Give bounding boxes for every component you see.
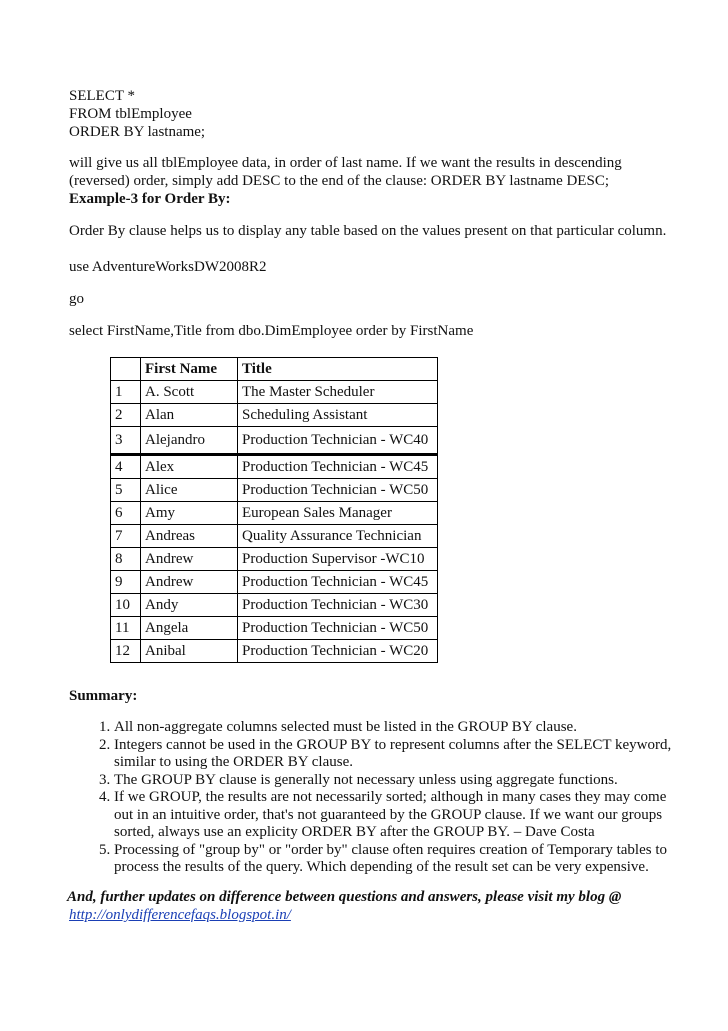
list-item: 4. If we GROUP, the results are not necessarily sorted; although in many cases they may come out in an intuitive order, that's not guaranteed by the GROUP clause. If we want our groups sorted, always use an explicity ORDER BY after the GROUP BY. – Dave Costa bbox=[114, 789, 684, 842]
list-item: 1. All non-aggregate columns selected must be listed in the GROUP BY clause. bbox=[114, 719, 684, 737]
paragraph-line: will give us all tblEmployee data, in order of last name. If we want the results in descending bbox=[69, 155, 622, 171]
sql-from-line: FROM tblEmployee bbox=[69, 106, 192, 122]
go-statement: go bbox=[69, 291, 84, 307]
row-title: Production Technician - WC20 bbox=[238, 640, 438, 663]
row-index: 10 bbox=[111, 594, 141, 617]
table-row bbox=[111, 640, 438, 663]
table-row bbox=[111, 479, 438, 502]
row-index: 5 bbox=[111, 479, 141, 502]
use-statement: use AdventureWorksDW2008R2 bbox=[69, 259, 267, 275]
row-index: 3 bbox=[111, 427, 141, 455]
row-index: 1 bbox=[111, 381, 141, 404]
row-index: 9 bbox=[111, 571, 141, 594]
example-heading: Example-3 for Order By: bbox=[69, 191, 231, 207]
table-row bbox=[111, 455, 438, 479]
row-title: Production Technician - WC50 bbox=[238, 479, 438, 502]
row-title: The Master Scheduler bbox=[238, 381, 438, 404]
row-first-name: Andy bbox=[141, 594, 238, 617]
table-row bbox=[111, 571, 438, 594]
list-item: 3. The GROUP BY clause is generally not necessary unless using aggregate functions. bbox=[114, 772, 684, 790]
header-cell-first-name: First Name bbox=[141, 358, 238, 381]
summary-list bbox=[87, 719, 684, 877]
row-first-name: Amy bbox=[141, 502, 238, 525]
row-first-name: Alice bbox=[141, 479, 238, 502]
select-statement: select FirstName,Title from dbo.DimEmployee order by FirstName bbox=[69, 323, 474, 339]
row-index: 11 bbox=[111, 617, 141, 640]
row-title: Production Technician - WC40 bbox=[238, 427, 438, 455]
row-index: 2 bbox=[111, 404, 141, 427]
table-row bbox=[111, 502, 438, 525]
row-first-name: Andrew bbox=[141, 548, 238, 571]
row-first-name: Angela bbox=[141, 617, 238, 640]
row-first-name: Alan bbox=[141, 404, 238, 427]
paragraph-line: (reversed) order, simply add DESC to the end of the clause: ORDER BY lastname DESC; bbox=[69, 173, 609, 189]
row-title: Scheduling Assistant bbox=[238, 404, 438, 427]
summary-heading: Summary: bbox=[69, 688, 138, 704]
row-title: Quality Assurance Technician bbox=[238, 525, 438, 548]
sql-select-line: SELECT * bbox=[69, 88, 135, 104]
row-title: Production Technician - WC45 bbox=[238, 455, 438, 479]
row-first-name: Andrew bbox=[141, 571, 238, 594]
row-index: 8 bbox=[111, 548, 141, 571]
row-index: 4 bbox=[111, 455, 141, 479]
table-row bbox=[111, 548, 438, 571]
employee-table bbox=[110, 357, 438, 663]
table-row bbox=[111, 427, 438, 455]
row-title: Production Supervisor -WC10 bbox=[238, 548, 438, 571]
row-first-name: Alejandro bbox=[141, 427, 238, 455]
footer-blog-note: And, further updates on difference between questions and answers, please visit my blog @ bbox=[67, 889, 622, 905]
row-first-name: A. Scott bbox=[141, 381, 238, 404]
row-title: European Sales Manager bbox=[238, 502, 438, 525]
table-row bbox=[111, 525, 438, 548]
row-first-name: Alex bbox=[141, 455, 238, 479]
row-title: Production Technician - WC45 bbox=[238, 571, 438, 594]
row-first-name: Andreas bbox=[141, 525, 238, 548]
row-index: 6 bbox=[111, 502, 141, 525]
table-row bbox=[111, 594, 438, 617]
table-row bbox=[111, 617, 438, 640]
row-first-name: Anibal bbox=[141, 640, 238, 663]
header-cell-index bbox=[111, 358, 141, 381]
list-item: 5. Processing of "group by" or "order by" clause often requires creation of Temporary tables to process the results of the query. Which depending of the result set can be very expensive. bbox=[114, 842, 684, 877]
header-cell-title: Title bbox=[238, 358, 438, 381]
row-title: Production Technician - WC30 bbox=[238, 594, 438, 617]
table-row bbox=[111, 404, 438, 427]
order-by-description: Order By clause helps us to display any table based on the values present on that particular column. bbox=[69, 223, 667, 239]
table-row bbox=[111, 381, 438, 404]
list-item: 2. Integers cannot be used in the GROUP BY to represent columns after the SELECT keyword, similar to using the ORDER BY clause. bbox=[114, 737, 684, 772]
table-header-row bbox=[111, 358, 438, 381]
row-index: 12 bbox=[111, 640, 141, 663]
sql-orderby-line: ORDER BY lastname; bbox=[69, 124, 206, 140]
row-index: 7 bbox=[111, 525, 141, 548]
row-title: Production Technician - WC50 bbox=[238, 617, 438, 640]
blog-link[interactable]: http://onlydifferencefaqs.blogspot.in/ bbox=[69, 907, 291, 923]
